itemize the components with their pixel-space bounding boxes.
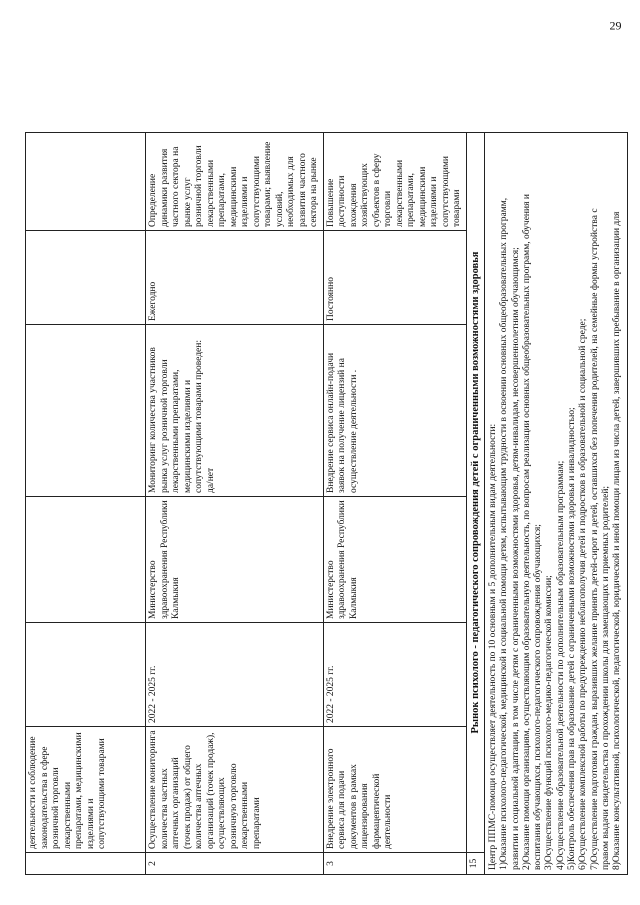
description-line: 8)Оказание консультативной, психологической, педагогической, юридической и иной помощи лицам из числа детей, завершивших пребывание в организации для [612, 211, 623, 870]
description-line: правом выдачи свидетельства о прохождении школы для замещающих и приемных родителей; [600, 485, 611, 870]
responsible-cell: Министерство здравоохранения Республики Калмыкия [323, 497, 466, 623]
result-cell: Повышение доступности вхождения хозяйствующих субъектов в сферу торговли лекарственными препаратами, медицинскими изделиями и сопутствующими товарами [323, 133, 466, 231]
indicator-cell: Внедрение сервиса онлайн-подачи заявок на получение лицензий на осуществление деятельности . [323, 325, 466, 497]
indicator-cell [26, 325, 146, 497]
section-description [485, 133, 628, 875]
section-header-row [466, 133, 485, 875]
description-line: 5)Контроль обеспечения прав на образование детей с ограниченными возможностями здоровья и инвалидностью; [567, 407, 578, 870]
section-title: Рынок психолого - педагогического сопровождения детей с ограниченными возможностями здоровья [466, 133, 485, 853]
description-line: Центр ППМС-помощи осуществляет деятельность по 10 основным и 5 дополнительным видам деятельности: [488, 423, 498, 870]
result-cell: Определение динамики развития частного сектора на рынке услуг розничной торговли лекарственными препаратами, медицинскими изделиями и сопутствующими товарами; выявление условий, необходимых для развития частного сектора на рынке [146, 133, 324, 231]
description-line: 6)Осуществление комплексной работы по предупреждению неблагополучия детей и подростков в образовательной и социальной среде; [578, 318, 589, 870]
table-row [146, 133, 324, 875]
frequency-cell [26, 231, 146, 325]
section-number: 15 [466, 853, 485, 875]
description-line: развитии и социальной адаптации, в том числе детям с ограниченными возможностями здоровья, детям-инвалидам, несовершеннолетним обучающимся; [510, 247, 521, 870]
result-cell [26, 133, 146, 231]
description-line: 2)Оказание помощи организациям, осуществляющим образовательную деятельность, по вопросам реализации основных общеобразовательных программ, обучения и [521, 194, 532, 870]
page-number: 29 [609, 18, 622, 33]
responsible-cell: Министерство здравоохранения Республики Калмыкия [146, 497, 324, 623]
responsible-cell [26, 497, 146, 623]
frequency-cell: Постоянно [323, 231, 466, 325]
frequency-cell: Ежегодно [146, 231, 324, 325]
term-cell [26, 623, 146, 727]
row-number: 2 [146, 853, 324, 875]
measures-table [25, 132, 628, 875]
measure-cell: деятельности и соблюдение законодательства в сфере розничной торговли лекарственными препаратами, медицинскими изделиями и сопутствующими товарами [26, 727, 146, 853]
indicator-cell: Мониторинг количества участников рынка услуг розничной торговли лекарственными препаратами, медицинскими изделиями и сопутствующими товарами проведен: да/нет [146, 325, 324, 497]
description-line: 1)Оказание психолого-педагогической, медицинской и социальной помощи детям, испытывающим трудности в освоении основных общеобразовательных программ, [499, 197, 510, 870]
row-number: 3 [323, 853, 466, 875]
row-number [26, 853, 146, 875]
measure-cell: Внедрение электронного сервиса для подачи документов в рамках лицензирования фармацевтической деятельности [323, 727, 466, 853]
measure-cell: Осуществление мониторинга количества частных аптечных организаций (точек продаж) от общего количества аптечных организаций (точек продаж), осуществляющих розничную торговлю лекарственными препаратами [146, 727, 324, 853]
term-cell: 2022 - 2025 гг. [146, 623, 324, 727]
term-cell: 2022 - 2025 гг. [323, 623, 466, 727]
description-line: 3)Осуществление функций психолого-медико-педагогической комиссии; [544, 575, 555, 870]
description-line: 4)Осуществление образовательной деятельности по дополнительным образовательным программам; [555, 460, 566, 870]
section-description-row [485, 133, 628, 875]
description-line: 7)Осуществление подготовки граждан, выразивших желание принять детей-сирот и детей, оставшихся без попечения родителей, на семейные формы устройства с [589, 208, 600, 870]
table-row [323, 133, 466, 875]
table-row [26, 133, 146, 875]
description-line: воспитания обучающихся, психолого-педагогического сопровождения обучающихся; [533, 524, 544, 870]
